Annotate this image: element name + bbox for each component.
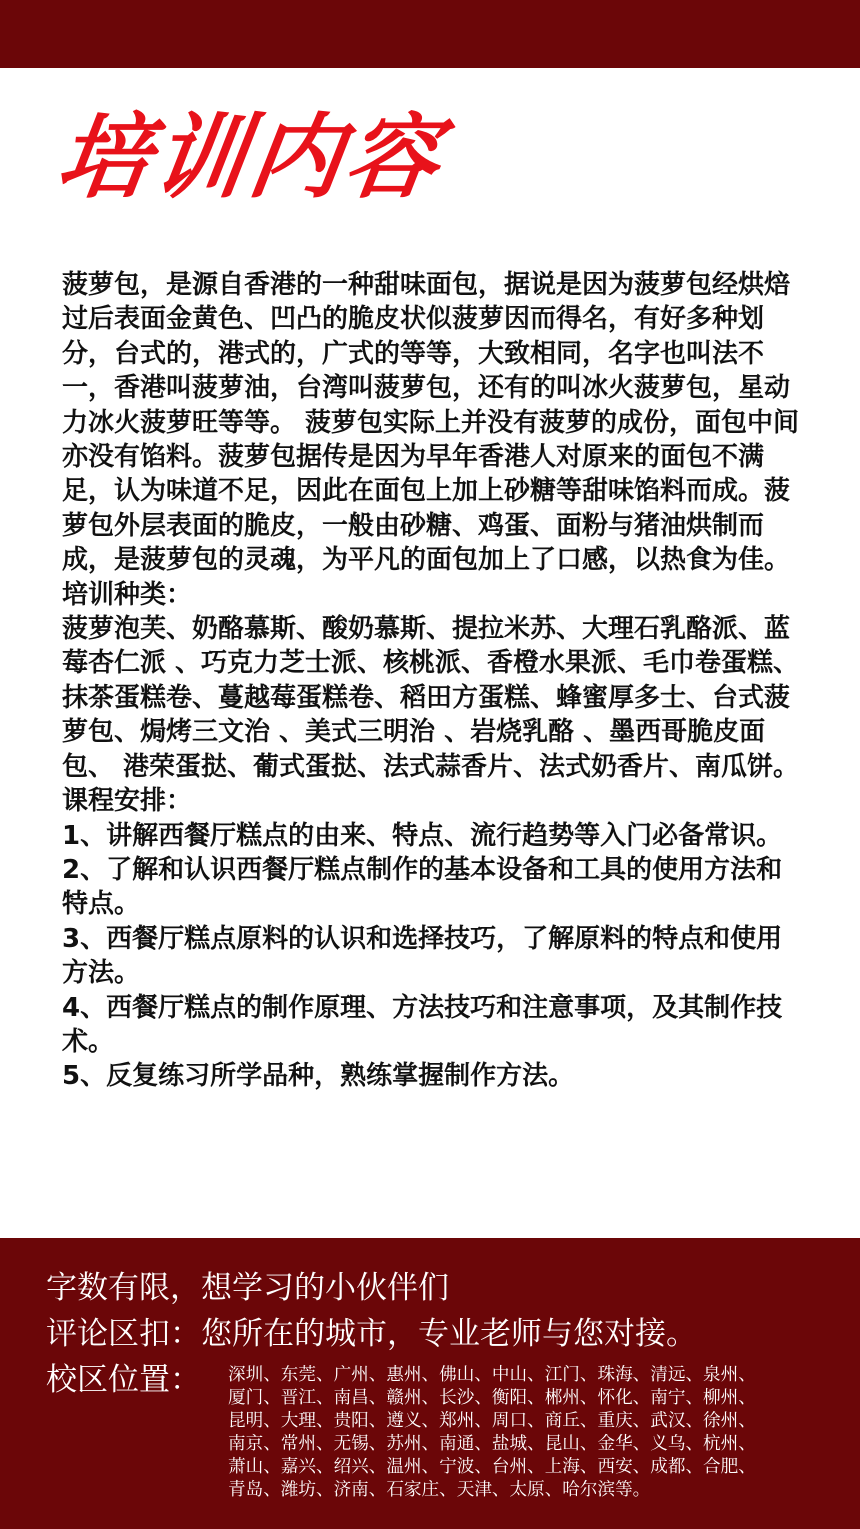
campus-line: 青岛、潍坊、济南、石家庄、天津、太原、哈尔滨等。	[228, 1480, 651, 1500]
schedule-item: 1、讲解西餐厅糕点的由来、特点、流行趋势等入门必备常识。	[62, 820, 783, 851]
top-banner	[0, 0, 860, 68]
types-heading: 培训种类：	[62, 579, 193, 610]
campus-line: 南京、常州、无锡、苏州、南通、盐城、昆山、金华、义乌、杭州、	[228, 1434, 756, 1454]
campus-line: 厦门、晋江、南昌、赣州、长沙、衡阳、郴州、怀化、南宁、柳州、	[228, 1388, 756, 1408]
footer-panel	[0, 1238, 860, 1529]
campus-list	[228, 1364, 828, 1502]
schedule-item: 5、反复练习所学品种，熟练掌握制作方法。	[62, 1061, 575, 1092]
page-title: 培训内容	[50, 104, 450, 211]
schedule-item: 3、西餐厅糕点原料的认识和选择技巧，了解原料的特点和使用方法。	[62, 923, 783, 989]
footer-line-1: 字数有限，想学习的小伙伴们	[46, 1270, 449, 1306]
campus-line: 昆明、大理、贵阳、遵义、郑州、周口、商丘、重庆、武汉、徐州、	[228, 1411, 756, 1431]
schedule-heading: 课程安排：	[62, 786, 193, 817]
campus-label: 校区位置：	[46, 1362, 201, 1398]
article-body	[62, 268, 802, 1094]
footer-line-2: 评论区扣：您所在的城市，专业老师与您对接。	[46, 1316, 697, 1352]
schedule-item: 4、西餐厅糕点的制作原理、方法技巧和注意事项，及其制作技术。	[62, 992, 783, 1057]
schedule-item: 2、了解和认识西餐厅糕点制作的基本设备和工具的使用方法和特点。	[62, 854, 783, 920]
campus-line: 深圳、东莞、广州、惠州、佛山、中山、江门、珠海、清远、泉州、	[228, 1365, 756, 1385]
types-list: 菠萝泡芙、奶酪慕斯、酸奶慕斯、提拉米苏、大理石乳酪派、蓝莓杏仁派 、巧克力芝士派、核桃派、香橙水果派、毛巾卷蛋糕、抹茶蛋糕卷、蔓越莓蛋糕卷、稻田方蛋糕、蜂蜜厚多士、台式菠萝包、焗烤三文治 、美式三明治 、岩烧乳酪 、墨西哥脆皮面包、 港荣蛋挞、葡式蛋挞、法式蒜香片、法式奶香片、南瓜饼。	[62, 614, 800, 782]
campus-line: 萧山、嘉兴、绍兴、温州、宁波、台州、上海、西安、成都、合肥、	[228, 1457, 756, 1477]
intro-paragraph: 菠萝包，是源自香港的一种甜味面包，据说是因为菠萝包经烘焙过后表面金黄色、凹凸的脆皮状似菠萝因而得名，有好多种划分，台式的，港式的，广式的等等，大致相同，名字也叫法不一，香港叫菠萝油，台湾叫菠萝包，还有的叫冰火菠萝包，星动力冰火菠萝旺等等。 菠萝包实际上并没有菠萝的成份，面包中间亦没有馅料。菠萝包据传是因为早年香港人对原来的面包不满足，认为味道不足，因此在面包上加上砂糖等甜味馅料而成。菠萝包外层表面的脆皮，一般由砂糖、鸡蛋、面粉与猪油烘制而成，是菠萝包的灵魂，为平凡的面包加上了口感，以热食为佳。	[62, 270, 800, 576]
